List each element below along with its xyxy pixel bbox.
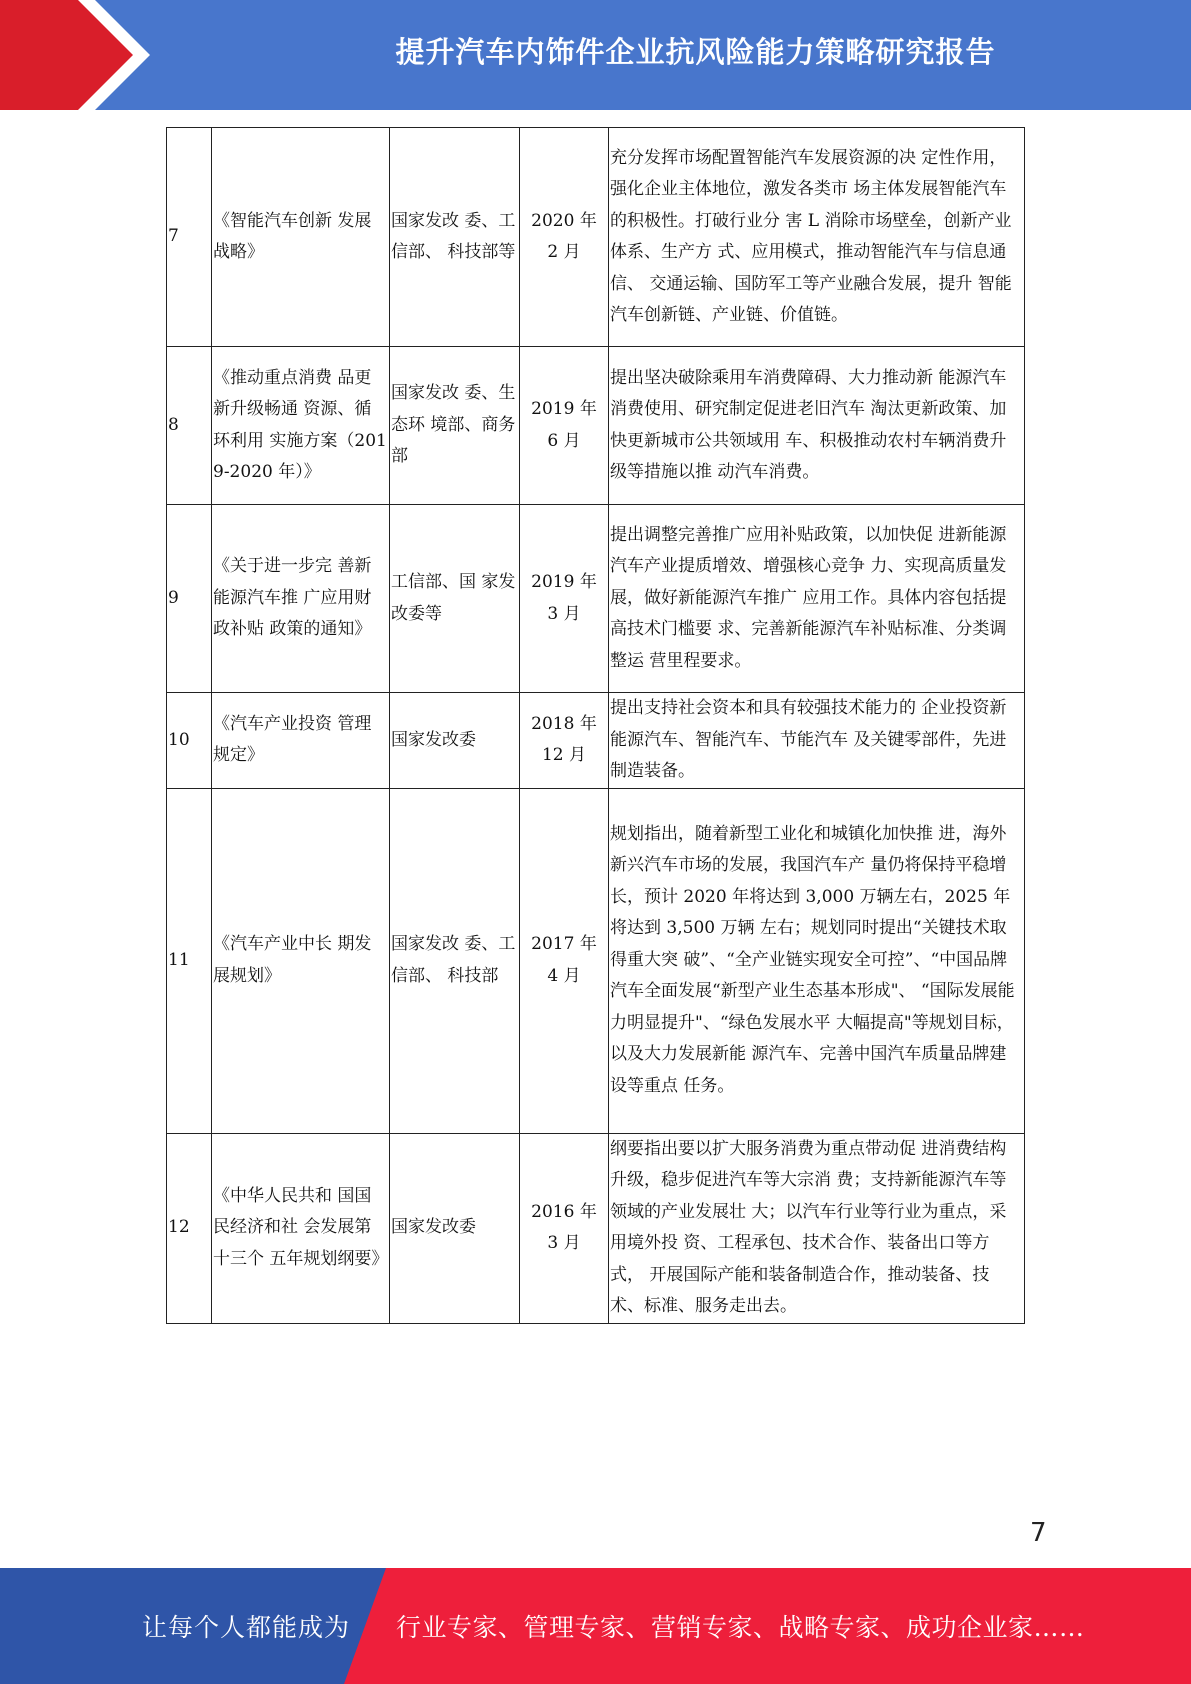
issue-month: 3 月 bbox=[547, 603, 581, 624]
row-number: 10 bbox=[167, 693, 212, 789]
row-number: 9 bbox=[167, 505, 212, 693]
page-number: 7 bbox=[1030, 1518, 1047, 1548]
report-title: 提升汽车内饰件企业抗风险能力策略研究报告 bbox=[395, 34, 996, 69]
row-number: 11 bbox=[167, 788, 212, 1133]
issuing-authority: 国家发改 委、工信部、 科技部 bbox=[390, 788, 520, 1133]
table-row bbox=[167, 505, 1025, 693]
footer-slogan-left: 让每个人都能成为 bbox=[142, 1613, 351, 1642]
issue-year: 2018 年 bbox=[531, 713, 597, 734]
policy-name: 《汽车产业中长 期发展规划》 bbox=[212, 788, 390, 1133]
policy-table bbox=[166, 127, 1025, 1324]
issue-year: 2020 年 bbox=[531, 210, 597, 231]
issue-date bbox=[520, 505, 609, 693]
issue-year: 2017 年 bbox=[531, 934, 597, 954]
policy-name: 《关于进一步完 善新能源汽车推 广应用财政补贴 政策的通知》 bbox=[212, 505, 390, 693]
issue-month: 2 月 bbox=[547, 242, 581, 262]
issue-date bbox=[520, 1133, 609, 1323]
policy-content: 提出调整完善推广应用补贴政策，以加快促 进新能源汽车产业提质增效、增强核心竞争 力、实现高质量发展，做好新能源汽车推广 应用工作。具体内容包括提高技术门槛要 求、完善新能源汽车补贴标准、分类调整运 营里程要求。 bbox=[609, 505, 1025, 693]
policy-name: 《中华人民共和 国国民经济和社 会发展第十三个 五年规划纲要》 bbox=[212, 1133, 390, 1323]
table-row bbox=[167, 128, 1025, 347]
issue-year: 2016 年 bbox=[531, 1201, 597, 1222]
policy-content: 纲要指出要以扩大服务消费为重点带动促 进消费结构升级，稳步促进汽车等大宗消 费；支持新能源汽车等领域的产业发展壮 大；以汽车行业等行业为重点，采用境外投 资、工程承包、技术合作、装备出口等方式， 开展国际产能和装备制造合作，推动装备、技术、标准、服务走出去。 bbox=[609, 1133, 1025, 1323]
issue-month: 12 月 bbox=[541, 745, 587, 766]
policy-content: 充分发挥市场配置智能汽车发展资源的决 定性作用，强化企业主体地位，激发各类市 场主体发展智能汽车的积极性。打破行业分 害 L 消除市场壁垒，创新产业体系、生产方 式、应用模式，推动智能汽车与信息通信、 交通运输、国防军工等产业融合发展，提升 智能汽车创新链、产业链、价值链。 bbox=[609, 128, 1025, 347]
issue-date bbox=[520, 128, 609, 347]
issue-month: 6 月 bbox=[547, 430, 581, 451]
issue-date bbox=[520, 788, 609, 1133]
policy-content: 规划指出，随着新型工业化和城镇化加快推 进，海外新兴汽车市场的发展，我国汽车产 量仍将保持平稳增长，预计 2020 年将达到 3,000 万辆左右，2025 年将达到 3,500 万辆 左右；规划同时提出“关键技术取得重大突 破”、“全产业链实现安全可控”、“中国品牌 汽车全面发展“新型产业生态基本形成"、 “国际发展能力明显提升"、“绿色发展水平 大幅提高"等规划目标，以及大力发展新能 源汽车、完善中国汽车质量品牌建设等重点 任务。 bbox=[609, 788, 1025, 1133]
issuing-authority: 工信部、国 家发改委等 bbox=[390, 505, 520, 693]
footer-slogan-right: 行业专家、管理专家、营销专家、战略专家、成功企业家…… bbox=[396, 1613, 1085, 1642]
issuing-authority: 国家发改委 bbox=[390, 1133, 520, 1323]
page-header bbox=[0, 0, 1191, 110]
issue-month: 3 月 bbox=[547, 1233, 581, 1253]
issuing-authority: 国家发改 委、工信部、 科技部等 bbox=[390, 128, 520, 347]
row-number: 7 bbox=[167, 128, 212, 347]
issue-year: 2019 年 bbox=[531, 399, 597, 419]
policy-name: 《智能汽车创新 发展战略》 bbox=[212, 128, 390, 347]
policy-name: 《汽车产业投资 管理规定》 bbox=[212, 693, 390, 789]
policy-name: 《推动重点消费 品更新升级畅通 资源、循环利用 实施方案（2019-2020 年）》 bbox=[212, 347, 390, 505]
issuing-authority: 国家发改委 bbox=[390, 693, 520, 789]
issuing-authority: 国家发改 委、生态环 境部、商务 部 bbox=[390, 347, 520, 505]
issue-year: 2019 年 bbox=[531, 572, 597, 592]
policy-content: 提出支持社会资本和具有较强技术能力的 企业投资新能源汽车、智能汽车、节能汽车 及关键零部件，先进制造装备。 bbox=[609, 693, 1025, 789]
table-row bbox=[167, 1133, 1025, 1323]
table-row bbox=[167, 347, 1025, 505]
page-footer bbox=[0, 1568, 1191, 1684]
issue-date bbox=[520, 347, 609, 505]
issue-date bbox=[520, 693, 609, 789]
table-row bbox=[167, 788, 1025, 1133]
policy-content: 提出坚决破除乘用车消费障碍、大力推动新 能源汽车消费使用、研究制定促进老旧汽车 淘汰更新政策、加快更新城市公共领域用 车、积极推动农村车辆消费升级等措施以推 动汽车消费。 bbox=[609, 347, 1025, 505]
header-chevron-decoration bbox=[0, 0, 220, 110]
issue-month: 4 月 bbox=[547, 965, 581, 986]
table-row bbox=[167, 693, 1025, 789]
row-number: 8 bbox=[167, 347, 212, 505]
row-number: 12 bbox=[167, 1133, 212, 1323]
